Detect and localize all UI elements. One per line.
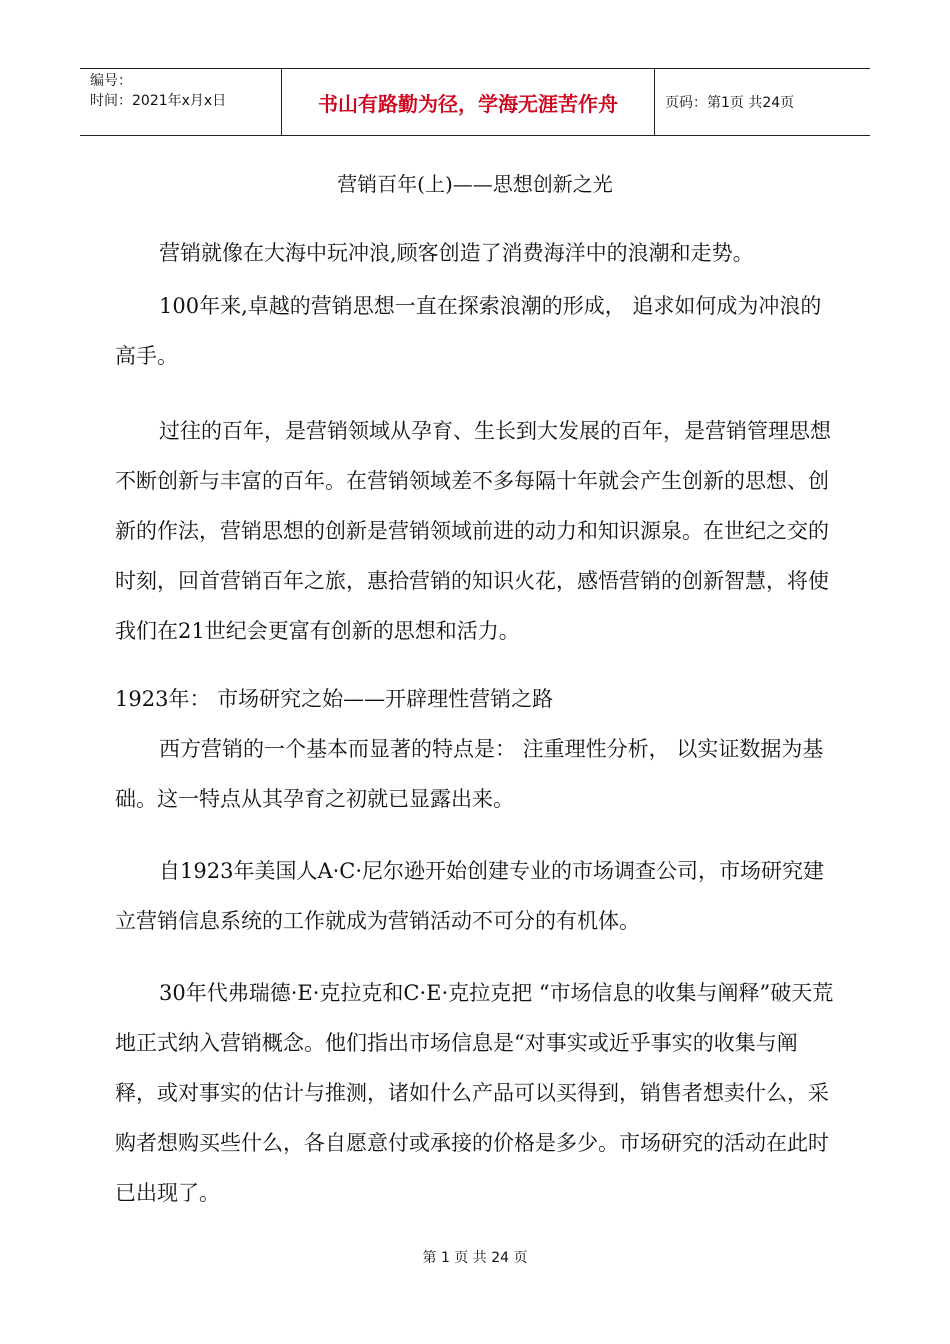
- paragraph-4: 西方营销的一个基本而显著的特点是： 注重理性分析， 以实证数据为基础。这一特点从其孕育之初就已显露出来。: [115, 737, 824, 811]
- header-meta: [80, 69, 282, 135]
- paragraph-2: 100年来,卓越的营销思想一直在探索浪潮的形成， 追求如何成为冲浪的高手。: [115, 294, 822, 368]
- page-header: [80, 68, 870, 136]
- header-motto: 书山有路勤为径，学海无涯苦作舟: [282, 69, 655, 135]
- header-page-info: 页码：第1页 共24页: [665, 95, 795, 111]
- section-heading-1923: 1923年： 市场研究之始——开辟理性营销之路: [115, 687, 554, 711]
- paragraph-6: 30年代弗瑞德·E·克拉克和C·E·克拉克把 “市场信息的收集与阐释”破天荒地正式纳入营销概念。他们指出市场信息是“对事实或近乎事实的收集与阐释，或对事实的估计与推测，诸如什么产品可以买得到，销售者想卖什么，采购者想购买些什么，各自愿意付或承接的价格是多少。市场研究的活动在此时已出现了。: [115, 981, 834, 1205]
- document-title: 营销百年(上)——思想创新之光: [337, 172, 613, 196]
- paragraph-5: 自1923年美国人A·C·尼尔逊开始创建专业的市场调查公司，市场研究建立营销信息系统的工作就成为营销活动不可分的有机体。: [115, 859, 825, 933]
- page-footer: 第 1 页 共 24 页: [422, 1250, 528, 1266]
- paragraph-3: 过往的百年，是营销领域从孕育、生长到大发展的百年，是营销管理思想不断创新与丰富的百年。在营销领域差不多每隔十年就会产生创新的思想、创新的作法，营销思想的创新是营销领域前进的动力和知识源泉。在世纪之交的时刻，回首营销百年之旅，惠拾营销的知识火花，感悟营销的创新智慧，将使我们在21世纪会更富有创新的思想和活力。: [115, 419, 831, 643]
- number-label: 编号：: [90, 73, 132, 89]
- time-label: 时间：2021年x月x日: [90, 93, 227, 109]
- paragraph-1: 营销就像在大海中玩冲浪,顾客创造了消费海洋中的浪潮和走势。: [159, 241, 754, 265]
